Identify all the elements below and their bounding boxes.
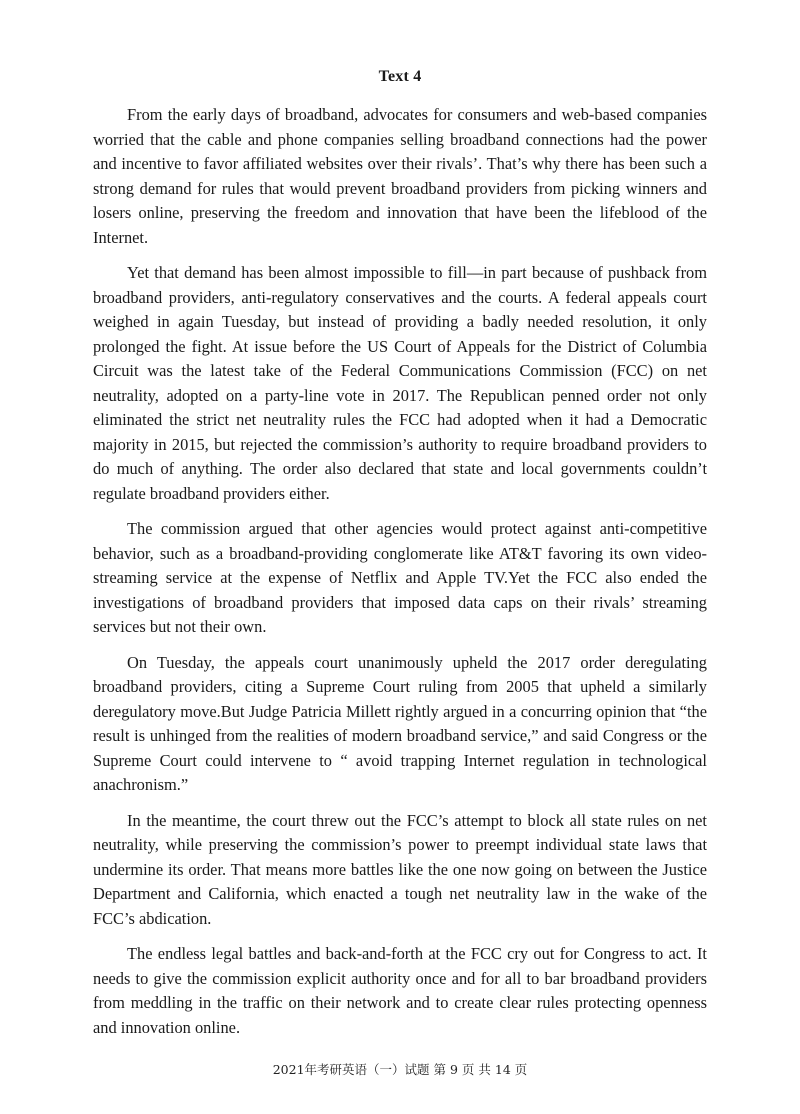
paragraph-2: Yet that demand has been almost impossible to fill—in part because of pushback from broadband providers, anti-regulatory conservatives and the courts. A federal appeals court weighed in again Tuesday, but instead of providing a badly needed resolution, it only prolonged the fight. At issue before the US Court of Appeals for the District of Columbia Circuit was the latest take of the Federal Communications Commission (FCC) on net neutrality, adopted on a party-line vote in 2017. The Republican penned order not only eliminated the strict net neutrality rules the FCC had adopted when it had a Democratic majority in 2015, but rejected the commission’s authority to require broadband providers to do much of anything. The order also declared that state and local governments couldn’t regulate broadband providers either. bbox=[93, 263, 707, 503]
paragraph-5: In the meantime, the court threw out the FCC’s attempt to block all state rules on net neutrality, while preserving the commission’s power to preempt individual state laws that undermine its order. That means more battles like the one now going on between the Justice Department and California, which enacted a tough net neutrality law in the wake of the FCC’s abdication. bbox=[93, 810, 707, 928]
page-title: Text 4 bbox=[378, 68, 422, 85]
paragraph-1: From the early days of broadband, advocates for consumers and web-based companies worried that the cable and phone companies selling broadband connections had the power and incentive to favor affiliated websites over their rivals’. That’s why there has been such a strong demand for rules that would prevent broadband providers from picking winners and losers online, preserving the freedom and innovation that have been the lifeblood of the Internet. bbox=[93, 105, 707, 247]
paragraph-3: The commission argued that other agencies would protect against anti-competitive behavior, such as a broadband-providing conglomerate like AT&T favoring its own video-streaming service at the expense of Netflix and Apple TV.Yet the FCC also ended the investigations of broadband providers that imposed data caps on their rivals’ streaming services but not their own. bbox=[93, 519, 707, 636]
paragraph-4: On Tuesday, the appeals court unanimously upheld the 2017 order deregulating broadband providers, citing a Supreme Court ruling from 2005 that upheld a similarly deregulatory move.But Judge Patricia Millett rightly argued in a concurring opinion that “the result is unhinged from the realities of modern broadband service,” and said Congress or the Supreme Court could intervene to “ avoid trapping Internet regulation in technological anachronism.” bbox=[93, 652, 707, 794]
paragraph-6: The endless legal battles and back-and-forth at the FCC cry out for Congress to act. It needs to give the commission explicit authority once and for all to bar broadband providers from meddling in the traffic on their network and to create clear rules protecting openness and innovation online. bbox=[93, 944, 707, 1037]
page-footer: 2021年考研英语（一）试题 第 9 页 共 14 页 bbox=[272, 1062, 528, 1077]
article-body bbox=[93, 103, 707, 1051]
